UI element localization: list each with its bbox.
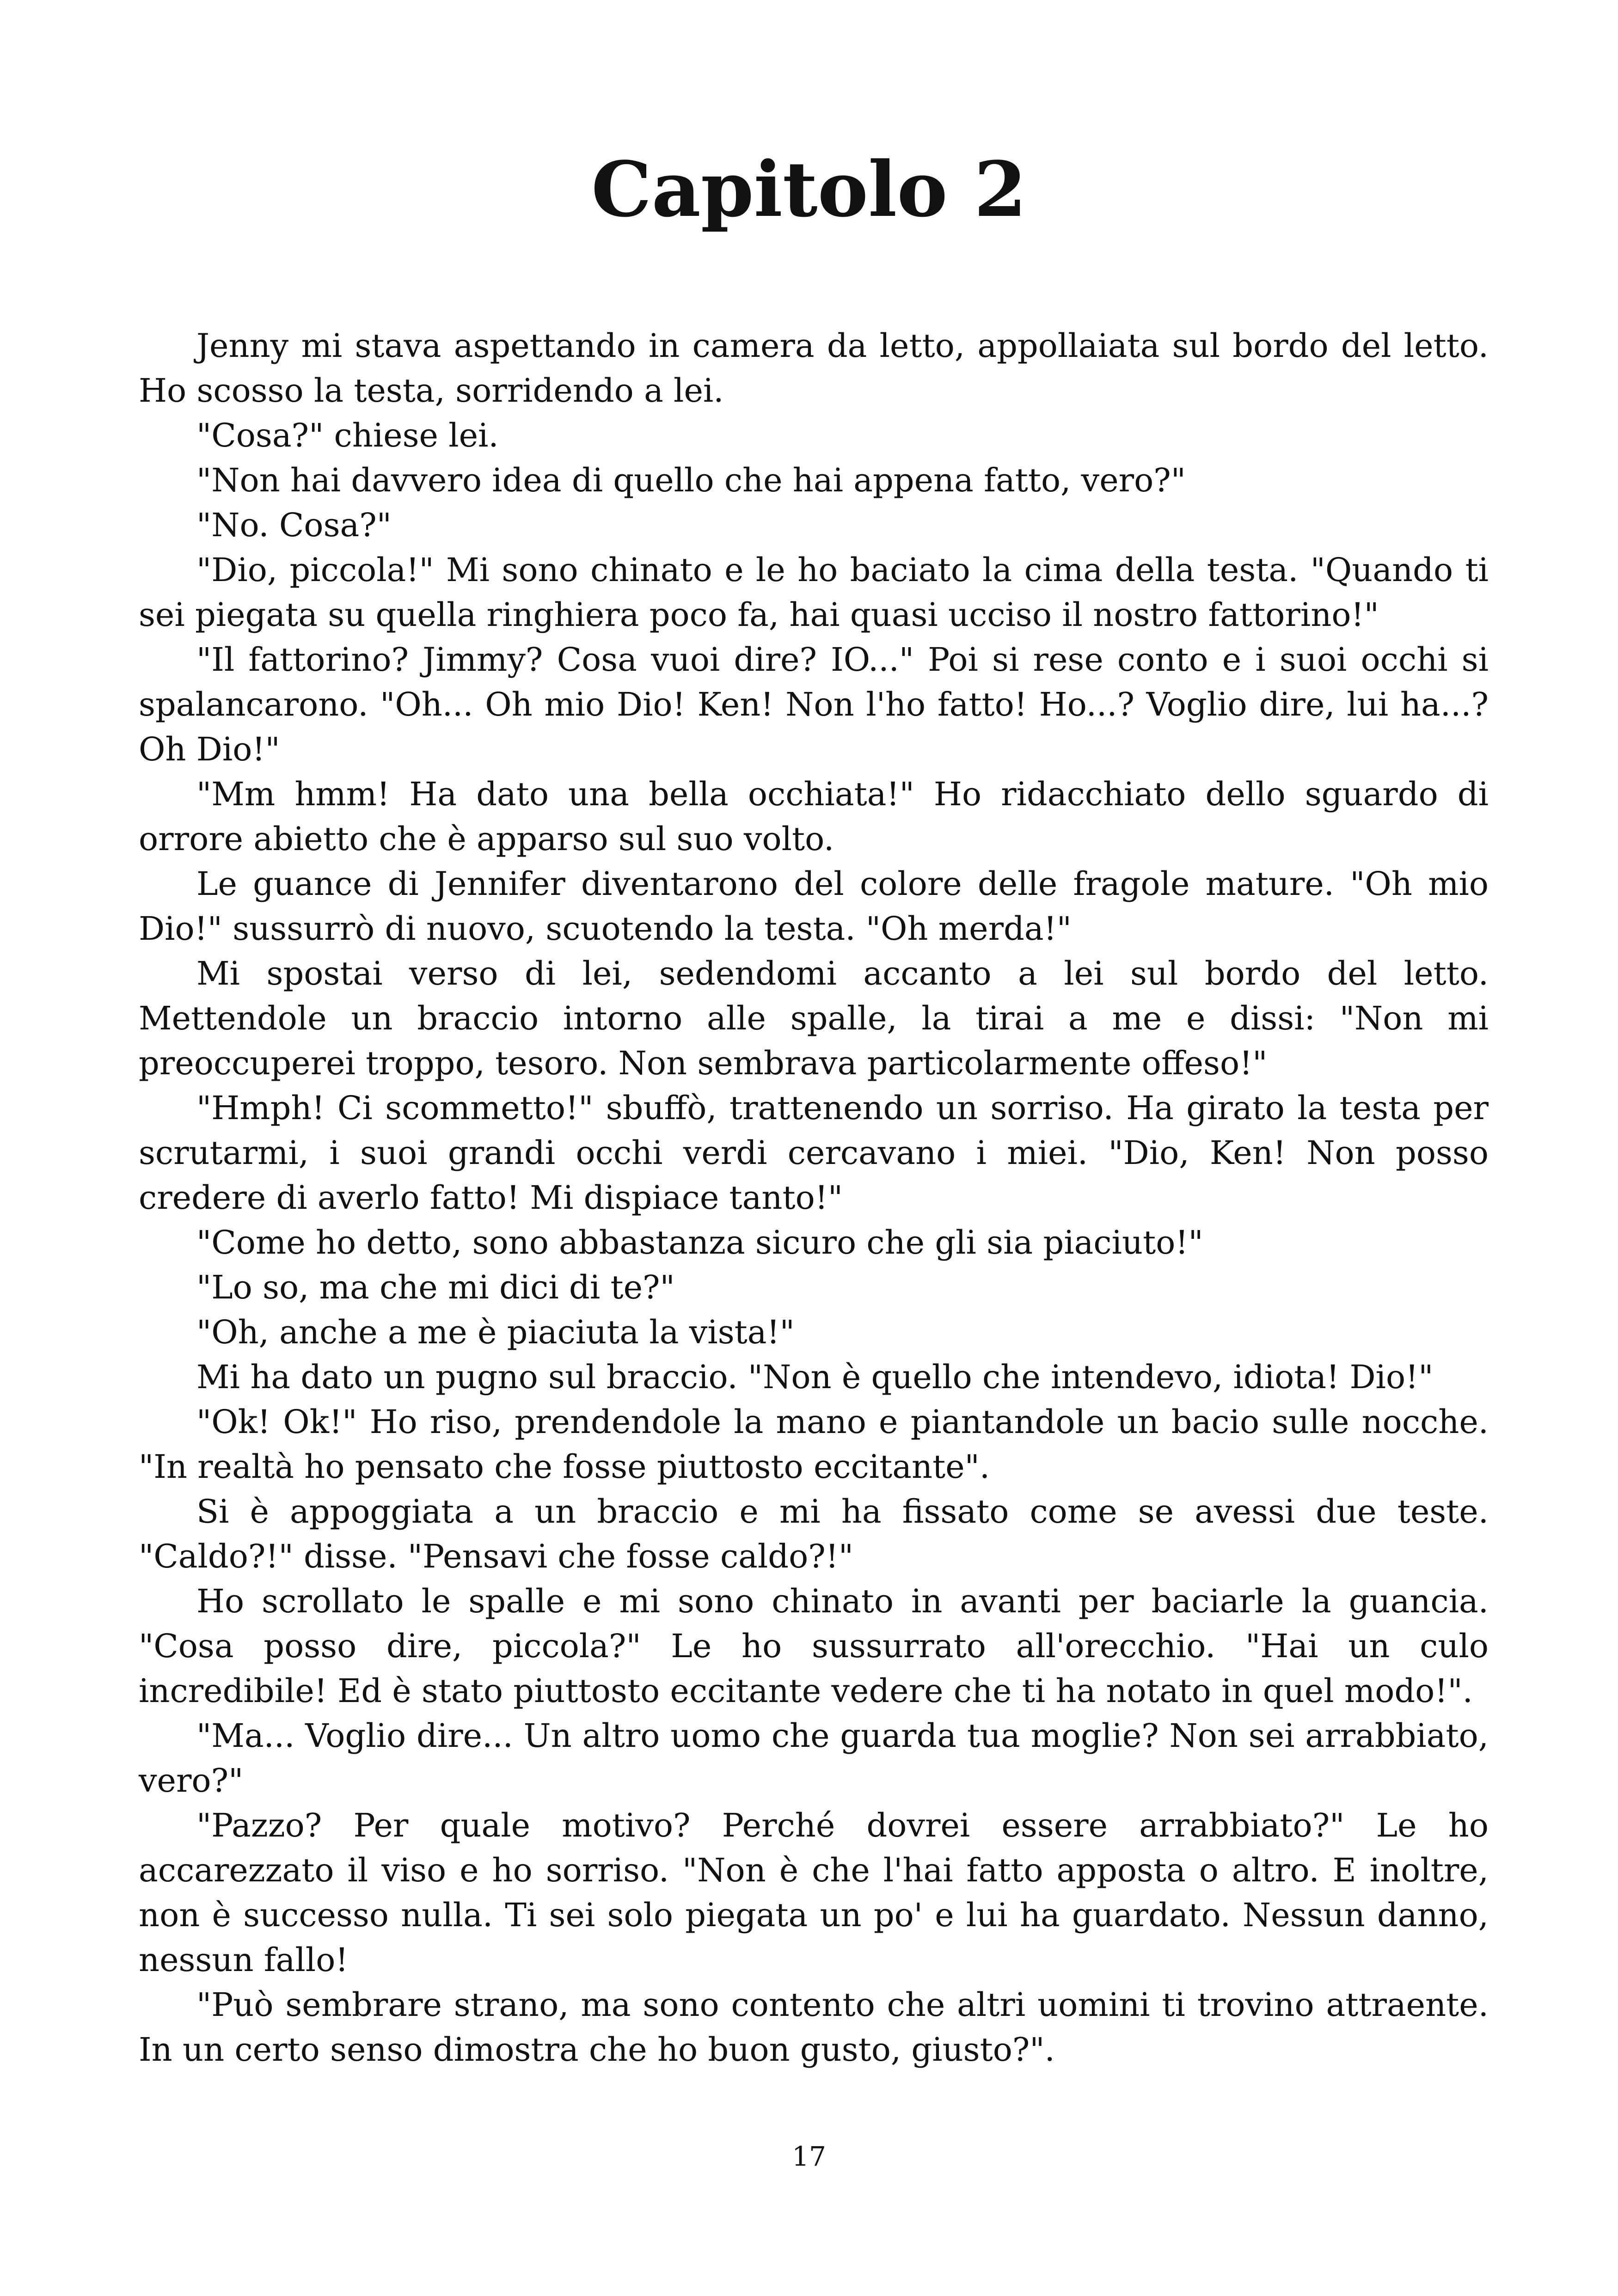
paragraph: Ho scrollato le spalle e mi sono chinato in avanti per baciarle la guancia. "Cosa posso dire, piccola?" Le ho sussurrato all'orecchio. "Hai un culo incredibile! Ed è stato piuttosto eccitante vedere che ti ha notato in quel modo!". xyxy=(139,1582,1489,1710)
chapter-body xyxy=(139,324,1489,2072)
paragraph: "Mm hmm! Ha dato una bella occhiata!" Ho ridacchiato dello sguardo di orrore abietto che è apparso sul suo volto. xyxy=(139,775,1489,858)
paragraph: "Come ho detto, sono abbastanza sicuro che gli sia piaciuto!" xyxy=(196,1224,1203,1261)
paragraph: "Il fattorino? Jimmy? Cosa vuoi dire? IO..." Poi si rese conto e i suoi occhi si spalancarono. "Oh... Oh mio Dio! Ken! Non l'ho fatto! Ho...? Voglio dire, lui ha...? Oh Dio!" xyxy=(139,641,1489,768)
paragraph: Mi spostai verso di lei, sedendomi accanto a lei sul bordo del letto. Mettendole un braccio intorno alle spalle, la tirai a me e dissi: "Non mi preoccuperei troppo, tesoro. Non sembrava particolarmente offeso!" xyxy=(139,955,1489,1082)
paragraph: Le guance di Jennifer diventarono del colore delle fragole mature. "Oh mio Dio!" sussurrò di nuovo, scuotendo la testa. "Oh merda!" xyxy=(139,865,1489,948)
chapter-title: Capitolo 2 xyxy=(591,145,1027,234)
paragraph: "Hmph! Ci scommetto!" sbuffò, trattenendo un sorriso. Ha girato la testa per scrutarmi, i suoi grandi occhi verdi cercavano i miei. "Dio, Ken! Non posso credere di averlo fatto! Mi dispiace tanto!" xyxy=(139,1089,1489,1217)
paragraph: "Ma... Voglio dire... Un altro uomo che guarda tua moglie? Non sei arrabbiato, vero?" xyxy=(139,1717,1489,1800)
paragraph: Jenny mi stava aspettando in camera da letto, appollaiata sul bordo del letto. Ho scosso la testa, sorridendo a lei. xyxy=(139,327,1489,410)
paragraph: "Pazzo? Per quale motivo? Perché dovrei essere arrabbiato?" Le ho accarezzato il viso e ho sorriso. "Non è che l'hai fatto apposta o altro. E inoltre, non è successo nulla. Ti sei solo piegata un po' e lui ha guardato. Nessun danno, nessun fallo! xyxy=(139,1806,1489,1979)
paragraph: "Oh, anche a me è piaciuta la vista!" xyxy=(196,1313,795,1351)
paragraph: Si è appoggiata a un braccio e mi ha fissato come se avessi due teste. "Caldo?!" disse. "Pensavi che fosse caldo?!" xyxy=(139,1493,1489,1575)
paragraph: "Cosa?" chiese lei. xyxy=(196,416,499,454)
paragraph: "Ok! Ok!" Ho riso, prendendole la mano e piantandole un bacio sulle nocche. "In realtà ho pensato che fosse piuttosto eccitante". xyxy=(139,1403,1489,1486)
paragraph: "Non hai davvero idea di quello che hai appena fatto, vero?" xyxy=(196,461,1186,499)
paragraph: "Può sembrare strano, ma sono contento che altri uomini ti trovino attraente. In un certo senso dimostra che ho buon gusto, giusto?". xyxy=(139,1986,1489,2069)
paragraph: "Lo so, ma che mi dici di te?" xyxy=(196,1268,675,1306)
paragraph: "Dio, piccola!" Mi sono chinato e le ho baciato la cima della testa. "Quando ti sei piegata su quella ringhiera poco fa, hai quasi ucciso il nostro fattorino!" xyxy=(139,551,1489,634)
paragraph: Mi ha dato un pugno sul braccio. "Non è quello che intendevo, idiota! Dio!" xyxy=(196,1358,1434,1396)
page-number: 17 xyxy=(792,2141,826,2172)
paragraph: "No. Cosa?" xyxy=(196,506,392,544)
